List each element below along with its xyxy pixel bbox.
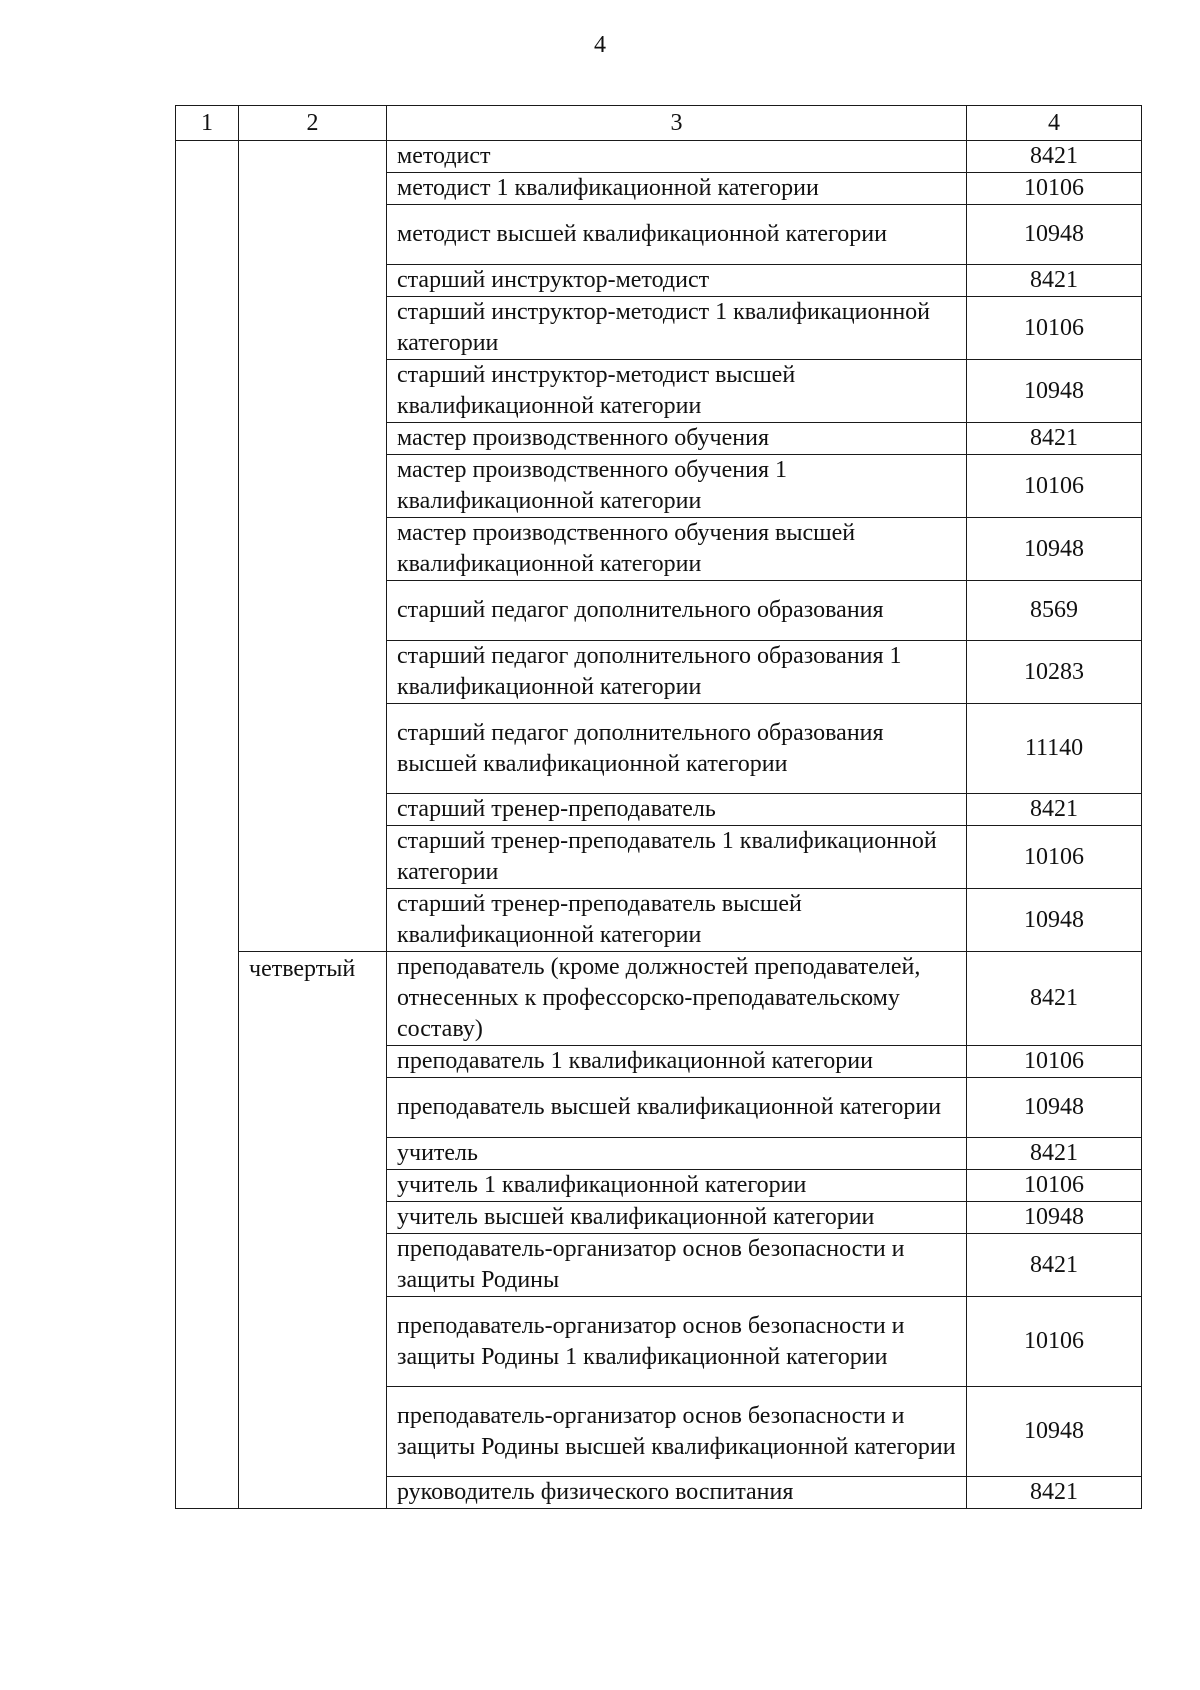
table-row bbox=[176, 141, 1142, 173]
table-header-row bbox=[176, 106, 1142, 141]
amount-cell: 10948 bbox=[967, 1387, 1142, 1477]
position-cell: старший инструктор-методист высшей квалификационной категории bbox=[387, 360, 967, 423]
amount-cell: 11140 bbox=[967, 704, 1142, 794]
position-cell: преподаватель (кроме должностей преподавателей, отнесенных к профессорско-преподавательскому составу) bbox=[387, 952, 967, 1046]
salary-table bbox=[175, 105, 1142, 1509]
amount-cell: 8421 bbox=[967, 141, 1142, 173]
amount-cell: 8421 bbox=[967, 1234, 1142, 1297]
header-col-3: 3 bbox=[387, 106, 967, 141]
position-cell: старший инструктор-методист bbox=[387, 265, 967, 297]
position-cell: преподаватель-организатор основ безопасности и защиты Родины высшей квалификационной категории bbox=[387, 1387, 967, 1477]
amount-cell: 10948 bbox=[967, 1202, 1142, 1234]
position-cell: методист высшей квалификационной категории bbox=[387, 205, 967, 265]
amount-cell: 10948 bbox=[967, 360, 1142, 423]
position-cell: преподаватель высшей квалификационной категории bbox=[387, 1078, 967, 1138]
position-cell: мастер производственного обучения 1 квалификационной категории bbox=[387, 455, 967, 518]
header-col-1: 1 bbox=[176, 106, 239, 141]
amount-cell: 8421 bbox=[967, 1138, 1142, 1170]
position-cell: учитель 1 квалификационной категории bbox=[387, 1170, 967, 1202]
amount-cell: 10106 bbox=[967, 173, 1142, 205]
amount-cell: 10106 bbox=[967, 297, 1142, 360]
column-1-cell bbox=[176, 141, 239, 1509]
amount-cell: 8569 bbox=[967, 581, 1142, 641]
position-cell: старший педагог дополнительного образования 1 квалификационной категории bbox=[387, 641, 967, 704]
amount-cell: 10948 bbox=[967, 889, 1142, 952]
position-cell: руководитель физического воспитания bbox=[387, 1477, 967, 1509]
position-cell: учитель bbox=[387, 1138, 967, 1170]
amount-cell: 8421 bbox=[967, 794, 1142, 826]
amount-cell: 8421 bbox=[967, 423, 1142, 455]
position-cell: старший инструктор-методист 1 квалификационной категории bbox=[387, 297, 967, 360]
table-row bbox=[176, 952, 1142, 1046]
position-cell: преподаватель 1 квалификационной категории bbox=[387, 1046, 967, 1078]
position-cell: преподаватель-организатор основ безопасности и защиты Родины bbox=[387, 1234, 967, 1297]
position-cell: старший педагог дополнительного образования bbox=[387, 581, 967, 641]
position-cell: старший педагог дополнительного образования высшей квалификационной категории bbox=[387, 704, 967, 794]
position-cell: мастер производственного обучения высшей квалификационной категории bbox=[387, 518, 967, 581]
amount-cell: 8421 bbox=[967, 952, 1142, 1046]
amount-cell: 10106 bbox=[967, 1170, 1142, 1202]
position-cell: методист bbox=[387, 141, 967, 173]
position-cell: учитель высшей квалификационной категории bbox=[387, 1202, 967, 1234]
column-2-cell bbox=[239, 141, 387, 952]
position-cell: мастер производственного обучения bbox=[387, 423, 967, 455]
amount-cell: 10948 bbox=[967, 205, 1142, 265]
amount-cell: 10948 bbox=[967, 1078, 1142, 1138]
amount-cell: 10106 bbox=[967, 826, 1142, 889]
position-cell: методист 1 квалификационной категории bbox=[387, 173, 967, 205]
position-cell: преподаватель-организатор основ безопасности и защиты Родины 1 квалификационной категории bbox=[387, 1297, 967, 1387]
amount-cell: 10106 bbox=[967, 1297, 1142, 1387]
page-number: 4 bbox=[594, 32, 606, 58]
amount-cell: 10283 bbox=[967, 641, 1142, 704]
position-cell: старший тренер-преподаватель высшей квалификационной категории bbox=[387, 889, 967, 952]
group-label-cell: четвертый bbox=[239, 952, 387, 1509]
amount-cell: 10106 bbox=[967, 1046, 1142, 1078]
amount-cell: 10106 bbox=[967, 455, 1142, 518]
header-col-4: 4 bbox=[967, 106, 1142, 141]
header-col-2: 2 bbox=[239, 106, 387, 141]
position-cell: старший тренер-преподаватель bbox=[387, 794, 967, 826]
amount-cell: 10948 bbox=[967, 518, 1142, 581]
position-cell: старший тренер-преподаватель 1 квалификационной категории bbox=[387, 826, 967, 889]
amount-cell: 8421 bbox=[967, 265, 1142, 297]
amount-cell: 8421 bbox=[967, 1477, 1142, 1509]
